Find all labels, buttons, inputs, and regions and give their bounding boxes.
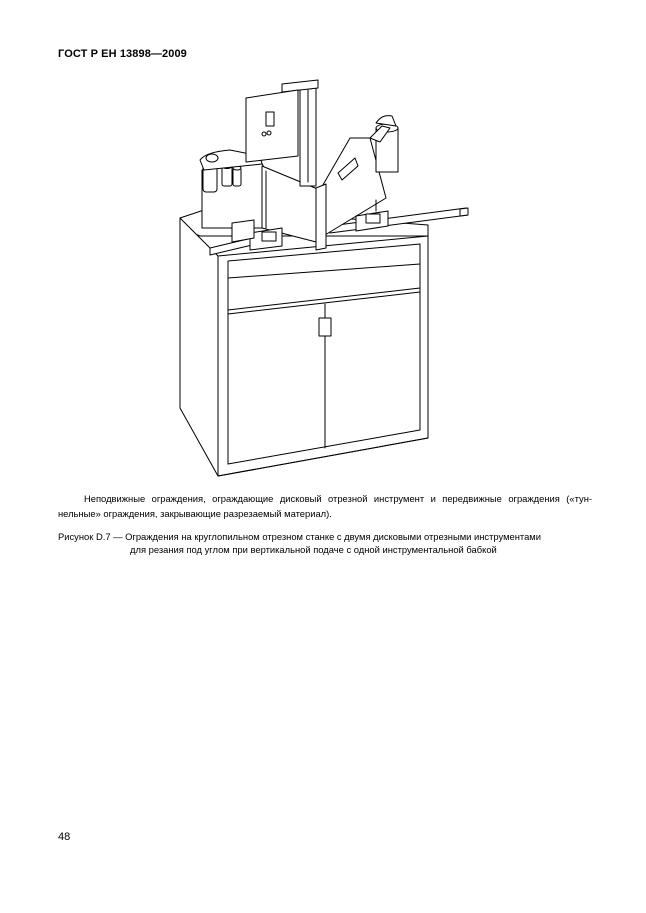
figure-caption [58, 531, 592, 556]
cabinet-left-side [180, 218, 218, 476]
document-header: ГОСТ Р ЕН 13898—2009 [58, 48, 187, 60]
control-button [262, 132, 266, 136]
cabinet-front [218, 236, 428, 476]
door-handle [319, 318, 331, 336]
caption-line-2: для резания под углом при вертикальной подаче с одной инструментальной бабкой [130, 543, 497, 555]
machine-figure [170, 78, 480, 478]
center-post [316, 184, 326, 250]
cutting-machine-drawing [170, 78, 480, 478]
table-rail-left [210, 238, 252, 255]
control-button-2 [267, 131, 271, 135]
caption-line-1: Рисунок D.7 — Ограждения на круглопильном отрезном станке с двумя дисковыми отрезными инструментами [58, 531, 541, 542]
page-number: 48 [58, 831, 71, 843]
table-rail-end [460, 208, 468, 216]
control-display [266, 112, 274, 126]
figure-note: Неподвижные ограждения, ограждающие дисковый отрезной инструмент и передвижные ограждения («тун-нельные» ограждения, закрывающие разрезаемый материал). [58, 493, 592, 519]
